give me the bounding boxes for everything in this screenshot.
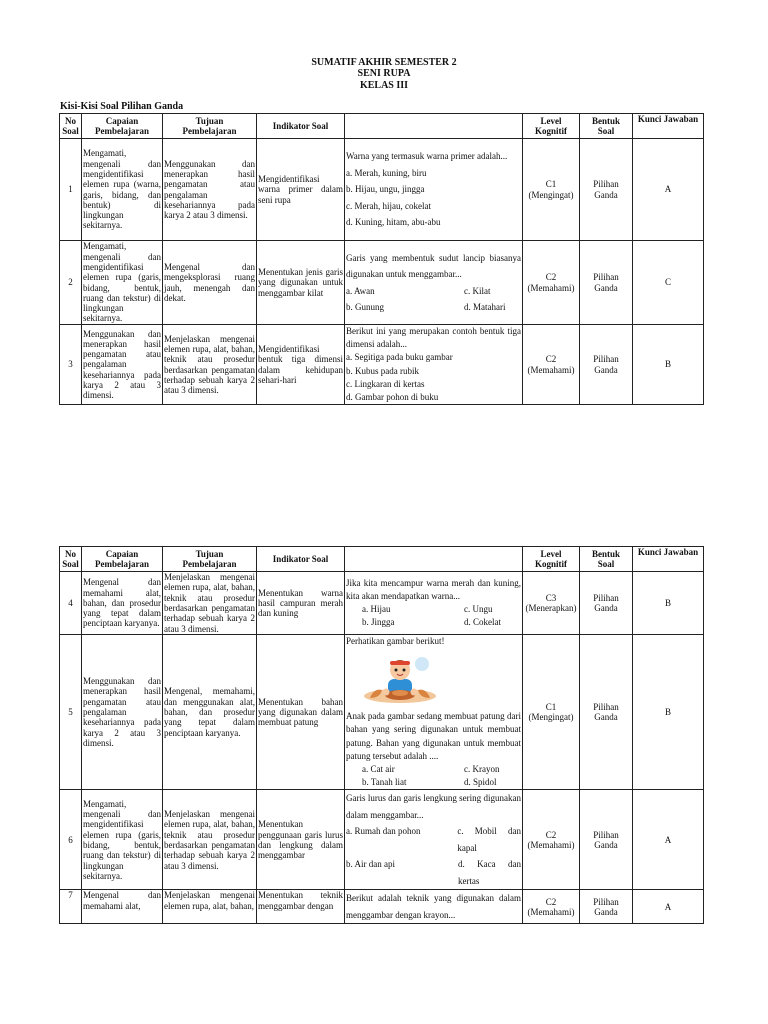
capaian-cell: Mengamati, mengenali dan mengidentifikasi elemen rupa (garis, bidang, bentuk, ruang dan tekstur) di lingkungan sekitarnya. xyxy=(82,790,163,890)
level-cell: C2 (Memahami) xyxy=(523,241,580,325)
capaian-cell: Mengamati, mengenali dan mengidentifikasi elemen rupa (warna, garis, bidang, dan bentuk) di lingkungan sekitarnya. xyxy=(82,139,163,241)
tujuan-cell: Menggunakan dan menerapkan hasil pengamatan atau pengalaman kesehariannya pada karya 2 atau 3 dimensi. xyxy=(163,139,257,241)
col-header-tujuan: Tujuan Pembelajaran xyxy=(163,547,257,572)
bentuk-cell: Pilihan Ganda xyxy=(580,325,633,405)
kunci-cell: B xyxy=(633,635,704,790)
option: c. Kilat xyxy=(464,285,491,296)
question-text: Berikut ini yang merupakan contoh bentuk tiga dimensi adalah... xyxy=(346,326,521,350)
bentuk-cell: Pilihan Ganda xyxy=(580,635,633,790)
capaian-cell: Mengamati, mengenali dan mengidentifikasi elemen rupa (garis, bidang, bentuk, ruang dan tekstur) di lingkungan sekitarnya. xyxy=(83,241,161,324)
option-row xyxy=(346,283,521,300)
table-header-row xyxy=(60,114,704,139)
tujuan-cell: Menjelaskan mengenai elemen rupa, alat, bahan, teknik atau prosedur berdasarkan pengamatan terhadap sebuah karya 2 atau 3 dimensi. xyxy=(163,325,257,405)
kunci-cell: B xyxy=(633,572,704,635)
option-row xyxy=(346,616,521,629)
bentuk-cell: Pilihan Ganda xyxy=(580,139,633,241)
col-header-capaian: Capaian Pembelajaran xyxy=(82,114,163,139)
indikator-cell: Mengidentifikasi bentuk tiga dimensi dalam kehidupan sehari-hari xyxy=(257,325,345,405)
row-number: 7 xyxy=(60,890,82,924)
col-header-indikator: Indikator Soal xyxy=(257,547,345,572)
table-row xyxy=(60,139,704,241)
question-cell xyxy=(345,790,523,890)
option: c. Merah, hijau, cokelat xyxy=(346,200,431,211)
bentuk-cell: Pilihan Ganda xyxy=(580,241,633,325)
question-cell xyxy=(345,241,523,325)
option: b. Kubus pada rubik xyxy=(346,365,419,376)
col-header-no: No Soal xyxy=(60,547,82,572)
indikator-cell: Menentukan jenis garis yang digunakan untuk menggambar kilat xyxy=(257,241,345,325)
indikator-cell: Mengidentifikasi warna primer dalam seni rupa xyxy=(257,139,345,241)
option: b. Gunung xyxy=(346,302,384,312)
question-text: Warna yang termasuk warna primer adalah... xyxy=(346,151,508,162)
kunci-cell: A xyxy=(633,139,704,241)
bentuk-cell: Pilihan Ganda xyxy=(580,790,633,890)
option-row xyxy=(346,763,521,776)
col-header-soal xyxy=(345,114,523,139)
doc-title: SUMATIF AKHIR SEMESTER 2 xyxy=(311,57,457,68)
option: b. Air dan api xyxy=(346,859,395,870)
question-cell xyxy=(345,890,523,924)
option: d. Matahari xyxy=(464,302,506,312)
option-row xyxy=(346,776,521,789)
question-intro: Perhatikan gambar berikut! xyxy=(346,636,445,646)
option: a. Cat air xyxy=(362,764,395,775)
row-number: 5 xyxy=(60,635,82,790)
table-row xyxy=(60,572,704,635)
option: b. Tanah liat xyxy=(362,777,407,788)
col-header-kunci: Kunci Jawaban xyxy=(633,114,704,139)
table-header-row xyxy=(60,547,704,572)
question-text: Jika kita mencampur warna merah dan kuning, kita akan mendapatkan warna... xyxy=(346,577,521,601)
col-header-indikator: Indikator Soal xyxy=(257,114,345,139)
question-cell xyxy=(345,139,523,241)
option: a. Rumah dan pohon xyxy=(346,826,421,837)
option-row xyxy=(346,856,521,889)
option-row xyxy=(346,823,521,856)
tujuan-cell: Mengenal, memahami, dan menggunakan alat, bahan, dan prosedur yang tepat dalam penciptaan karyanya. xyxy=(163,635,257,790)
table-row xyxy=(60,241,704,325)
option-row xyxy=(346,603,521,616)
col-header-no: No Soal xyxy=(60,114,82,139)
question-cell xyxy=(345,635,523,790)
level-cell: C2 (Memahami) xyxy=(523,325,580,405)
question-cell xyxy=(345,572,523,635)
kunci-cell: B xyxy=(633,325,704,405)
option: a. Hijau xyxy=(362,604,391,614)
kunci-cell: C xyxy=(633,241,704,325)
table-row xyxy=(60,890,704,924)
question-text: Garis yang membentuk sudut lancip biasanya digunakan untuk menggambar... xyxy=(346,252,521,279)
row-number: 2 xyxy=(60,241,82,325)
row-number: 6 xyxy=(60,790,82,890)
option: a. Awan xyxy=(346,285,375,296)
row-number: 1 xyxy=(60,139,82,241)
col-header-kunci: Kunci Jawaban xyxy=(633,547,704,572)
level-cell: C2 (Memahami) xyxy=(523,890,580,924)
option: d. Spidol xyxy=(464,777,497,788)
indikator-cell: Menentukan teknik menggambar dengan xyxy=(257,890,345,924)
doc-subject: SENI RUPA xyxy=(357,68,411,79)
col-header-soal xyxy=(345,547,523,572)
option: d. Cokelat xyxy=(464,617,501,628)
col-header-level: Level Kognitif xyxy=(523,547,580,572)
tujuan-cell: Mengenal dan mengeksplorasi ruang jauh, menengah dan dekat. xyxy=(163,241,257,325)
capaian-cell: Mengenal dan memahami alat, bahan, dan prosedur yang tepat dalam penciptaan karyanya. xyxy=(82,572,163,635)
question-cell xyxy=(345,325,523,405)
indikator-cell: Menentukan penggunaan garis lurus dan lengkung dalam menggambar xyxy=(257,790,345,890)
level-cell: C3 (Menerapkan) xyxy=(523,572,580,635)
option: b. Jingga xyxy=(362,617,395,628)
tujuan-cell: Menjelaskan mengenai elemen rupa, alat, bahan, teknik atau prosedur berdasarkan pengamatan terhadap sebuah karya 2 atau 3 dimensi. xyxy=(163,790,257,890)
kunci-cell: A xyxy=(633,790,704,890)
capaian-cell: Menggunakan dan menerapkan hasil pengamatan atau pengalaman kesehariannya pada karya 2 atau 3 dimensi. xyxy=(82,325,163,405)
option: b. Hijau, ungu, jingga xyxy=(346,184,425,195)
col-header-bentuk: Bentuk Soal xyxy=(580,547,633,572)
option: d. Kuning, hitam, abu-abu xyxy=(346,217,441,228)
section-title: Kisi-Kisi Soal Pilihan Ganda xyxy=(60,101,184,112)
row-number: 4 xyxy=(60,572,82,635)
level-cell: C2 (Memahami) xyxy=(523,790,580,890)
level-cell: C1 (Mengingat) xyxy=(523,139,580,241)
col-header-bentuk: Bentuk Soal xyxy=(580,114,633,139)
bentuk-cell: Pilihan Ganda xyxy=(580,572,633,635)
option: c. Krayon xyxy=(464,764,500,775)
capaian-cell: Mengenal dan memahami alat, xyxy=(82,890,163,924)
option-row xyxy=(346,299,521,316)
tujuan-cell: Menjelaskan mengenai elemen rupa, alat, bahan, teknik atau prosedur berdasarkan pengamatan terhadap sebuah karya 2 atau 3 dimensi. xyxy=(164,572,255,634)
indikator-cell: Menentukan bahan yang digunakan dalam membuat patung xyxy=(257,635,345,790)
doc-class: KELAS III xyxy=(359,80,409,91)
question-text: Anak pada gambar sedang membuat patung dari bahan yang sering digunakan untuk membuat patung. Bahan yang digunakan untuk membuat patung tersebut adalah .... xyxy=(346,711,521,761)
kisi-table-1 xyxy=(59,113,704,405)
table-row xyxy=(60,635,704,790)
indikator-cell: Menentukan warna hasil campuran merah dan kuning xyxy=(257,572,345,635)
question-text: Garis lurus dan garis lengkung sering digunakan dalam menggambar... xyxy=(346,793,521,820)
table-row xyxy=(60,325,704,405)
option: a. Segitiga pada buku gambar xyxy=(346,352,453,363)
table-row xyxy=(60,790,704,890)
option: a. Merah, kuning, biru xyxy=(346,167,427,178)
option: c. Ungu xyxy=(464,604,493,614)
row-number: 3 xyxy=(60,325,82,405)
child-sculpting-illustration xyxy=(362,652,438,706)
kisi-table-2 xyxy=(59,546,704,924)
bentuk-cell: Pilihan Ganda xyxy=(580,890,633,924)
kunci-cell: A xyxy=(633,890,704,924)
question-text: Berikut adalah teknik yang digunakan dalam menggambar dengan krayon... xyxy=(346,893,521,920)
option: d. Gambar pohon di buku xyxy=(346,392,439,403)
option: c. Mobil dan kapal xyxy=(457,826,521,853)
option: c. Lingkaran di kertas xyxy=(346,378,425,389)
option: d. Kaca dan kertas xyxy=(457,859,521,886)
tujuan-cell: Menjelaskan mengenai elemen rupa, alat, bahan, xyxy=(163,890,257,924)
capaian-cell: Menggunakan dan menerapkan hasil pengamatan atau pengalaman kesehariannya pada karya 2 atau 3 dimensi. xyxy=(82,635,163,790)
level-cell: C1 (Mengingat) xyxy=(523,635,580,790)
col-header-level: Level Kognitif xyxy=(523,114,580,139)
col-header-tujuan: Tujuan Pembelajaran xyxy=(163,114,257,139)
col-header-capaian: Capaian Pembelajaran xyxy=(82,547,163,572)
